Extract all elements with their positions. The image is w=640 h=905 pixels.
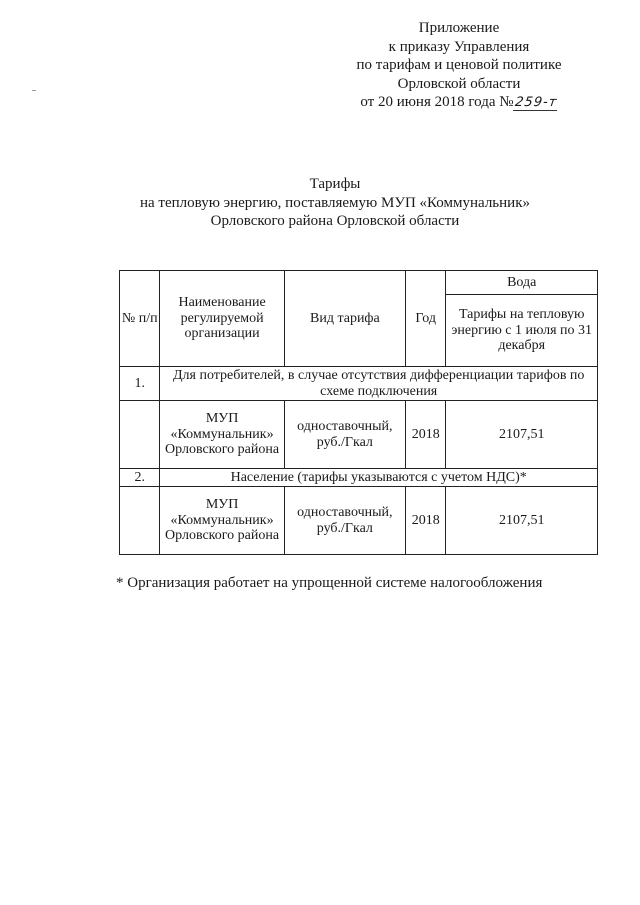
header-type: Вид тарифа (284, 271, 405, 367)
title-line: Орловского района Орловской области (210, 213, 460, 230)
document-title (60, 175, 610, 231)
appendix-order-line (300, 93, 618, 112)
cell-type: одноставочный, руб./Гкал (284, 401, 405, 469)
section-num: 2. (120, 469, 160, 487)
footnote: * Организация работает на упрощенной системе налогообложения (116, 575, 543, 591)
cell-value: 2107,51 (446, 401, 598, 469)
table-row (120, 487, 598, 555)
section-title: Население (тарифы указываются с учетом НДС)* (160, 469, 598, 487)
appendix-line: Орловской области (397, 75, 521, 92)
header-tariff: Тарифы на тепловую энергию с 1 июля по 31 декабря (446, 295, 598, 367)
section-title: Для потребителей, в случае отсутствия дифференциации тарифов по схеме подключения (160, 367, 598, 401)
order-date: от 20 июня 2018 года № (360, 94, 514, 111)
section-row (120, 469, 598, 487)
header-org: Наименование регулируемой организации (160, 271, 284, 367)
cell-type: одноставочный, руб./Гкал (284, 487, 405, 555)
header-year: Год (405, 271, 445, 367)
cell-value: 2107,51 (446, 487, 598, 555)
order-number-handwritten: 259-т (513, 95, 558, 111)
table-header-row (120, 271, 598, 295)
header-num: № п/п (120, 271, 160, 367)
section-num: 1. (120, 367, 160, 401)
cell-org: МУП «Коммунальник» Орловского района (160, 401, 284, 469)
cell-org: МУП «Коммунальник» Орловского района (160, 487, 284, 555)
header-group: Вода (446, 271, 598, 295)
appendix-line: по тарифам и ценовой политике (356, 57, 562, 74)
cell-num (120, 401, 160, 469)
cell-year: 2018 (405, 487, 445, 555)
appendix-header (300, 19, 618, 112)
cell-year: 2018 (405, 401, 445, 469)
title-line: на тепловую энергию, поставляемую МУП «Коммунальник» (139, 194, 530, 211)
appendix-line: к приказу Управления (388, 38, 530, 55)
section-row (120, 367, 598, 401)
scan-speck (32, 90, 36, 91)
appendix-line: Приложение (418, 20, 500, 36)
tariff-table (119, 270, 598, 555)
cell-num (120, 487, 160, 555)
table-row (120, 401, 598, 469)
title-line: Тарифы (309, 176, 361, 192)
